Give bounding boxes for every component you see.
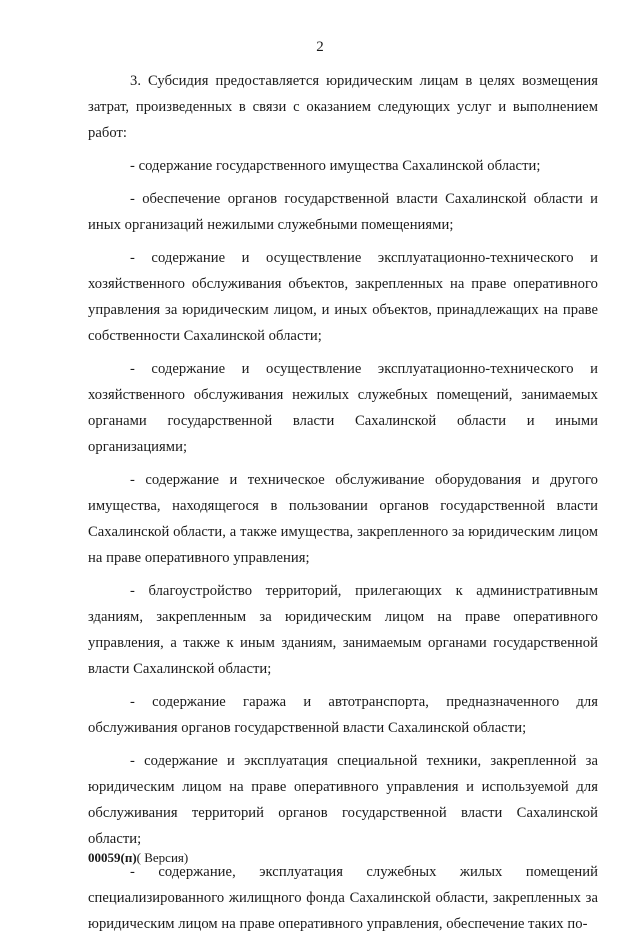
footer-code: 00059(п)	[88, 850, 137, 865]
list-item: - обеспечение органов государственной власти Сахалинской области и иных организаций нежилыми служебными помещениями;	[88, 191, 598, 233]
document-footer	[88, 850, 188, 866]
list-item: - содержание и осуществление эксплуатационно-технического и хозяйственного обслуживания объектов, закрепленных на праве оперативного управления за юридическим лицом, и иных объектов, принадлежащих на праве собственности Сахалинской области;	[88, 250, 598, 344]
page-number: 2	[316, 39, 324, 55]
document-body	[88, 68, 598, 937]
list-item: - содержание, эксплуатация служебных жилых помещений специализированного жилищного фонда Сахалинской области, закрепленных за юридическим лицом на праве оперативного управления, обеспечение таких по-	[88, 864, 598, 932]
paragraph-intro: 3. Субсидия предоставляется юридическим лицам в целях возмещения затрат, произведенных в связи с оказанием следующих услуг и выполнением работ:	[88, 73, 598, 141]
list-item: - содержание гаража и автотранспорта, предназначенного для обслуживания органов государственной власти Сахалинской области;	[88, 694, 598, 736]
list-item: - содержание и техническое обслуживание оборудования и другого имущества, находящегося в пользовании органов государственной власти Сахалинской области, а также имущества, закрепленного за юридическим лицом на праве оперативного управления;	[88, 472, 598, 566]
list-item: - содержание и эксплуатация специальной техники, закрепленной за юридическим лицом на праве оперативного управления и используемой для обслуживания территорий органов государственной власти Сахалинской области;	[88, 753, 598, 847]
list-item: - содержание и осуществление эксплуатационно-технического и хозяйственного обслуживания нежилых служебных помещений, занимаемых органами государственной власти Сахалинской области и иными организациями;	[88, 361, 598, 455]
footer-version: ( Версия)	[136, 850, 189, 865]
list-item: - благоустройство территорий, прилегающих к административным зданиям, закрепленным за юридическим лицом на праве оперативного управления, а также к иным зданиям, занимаемым органами государственной власти Сахалинской области;	[88, 583, 598, 677]
list-item: - содержание государственного имущества Сахалинской области;	[130, 158, 541, 174]
